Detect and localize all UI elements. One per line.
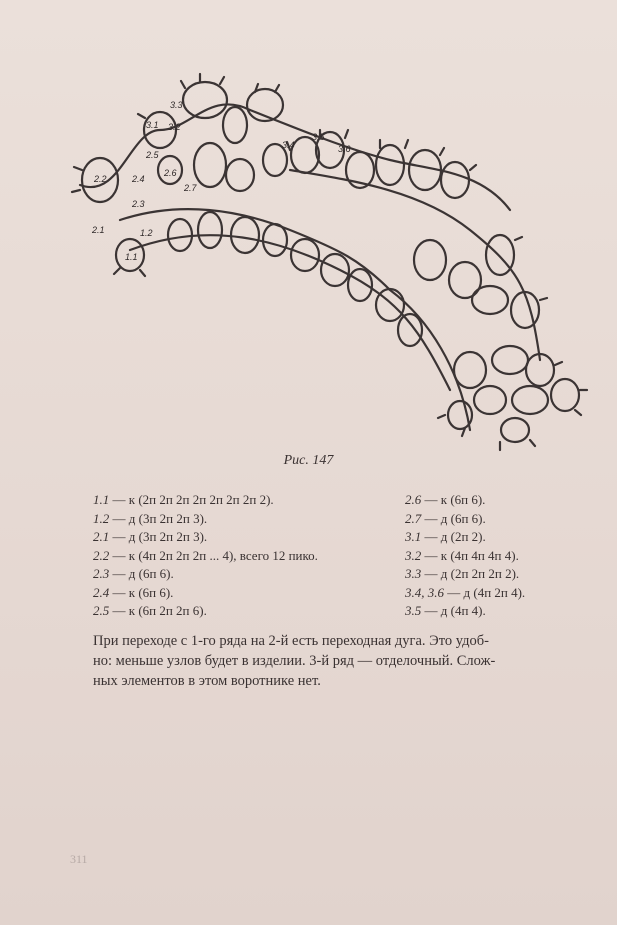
element-code: 3.3	[405, 566, 422, 581]
element-code: 3.1	[405, 529, 422, 544]
instruction-row	[405, 602, 605, 621]
element-code: 2.5	[93, 603, 110, 618]
instruction-row	[405, 510, 605, 529]
element-spec: — д (4п 4).	[421, 603, 486, 618]
instruction-row	[93, 584, 393, 603]
instruction-row	[93, 547, 393, 566]
label-2-4: 2.4	[132, 174, 145, 184]
element-spec: — к (4п 4п 4п 4).	[421, 547, 519, 563]
label-3-5: 3.5	[312, 132, 325, 142]
label-2-3: 2.3	[132, 199, 145, 209]
element-spec: — к (6п 6).	[109, 584, 174, 600]
element-code: 2.6	[405, 492, 422, 507]
tatting-collar-diagram	[60, 70, 600, 455]
instruction-row	[93, 565, 393, 584]
element-spec: — д (6п 6).	[421, 510, 486, 526]
page-number: 311	[70, 852, 88, 866]
instruction-row	[93, 491, 393, 510]
element-code: 2.4	[93, 584, 110, 600]
instruction-row	[405, 528, 605, 547]
diagram-drawing	[72, 74, 587, 450]
instruction-row	[405, 491, 605, 510]
element-spec: — к (4п 2п 2п 2п ... 4), всего 12 пико.	[109, 547, 318, 563]
body-paragraph	[93, 631, 525, 691]
label-1-2: 1.2	[140, 228, 153, 238]
element-spec: — д (2п 2п 2п 2).	[421, 566, 520, 581]
element-code: 1.1	[93, 492, 110, 507]
element-spec: — к (2п 2п 2п 2п 2п 2п 2п 2).	[109, 492, 274, 507]
instruction-row	[93, 510, 393, 529]
label-3-6: 3.6	[338, 144, 351, 154]
label-2-7: 2.7	[184, 183, 197, 193]
instructions-right-column	[405, 491, 605, 621]
element-code: 3.5	[405, 603, 422, 618]
element-code: 2.3	[93, 566, 110, 581]
instruction-row	[405, 565, 605, 584]
instruction-row	[405, 584, 605, 603]
label-1-1: 1.1	[125, 252, 138, 262]
label-3-4: 3.4	[282, 140, 295, 150]
paragraph-line: но: меньше узлов будет в изделии. 3-й ряд — отделочный. Слож-	[93, 653, 496, 669]
element-spec: — д (3п 2п 2п 3).	[109, 510, 208, 526]
element-code: 3.2	[405, 547, 422, 563]
element-spec: — д (6п 6).	[109, 566, 174, 581]
label-3-2: 3.2	[168, 122, 181, 132]
paragraph-line: При переходе с 1-го ряда на 2-й есть переходная дуга. Это удоб-	[93, 633, 489, 649]
element-code: 2.2	[93, 547, 110, 563]
element-code: 3.4, 3.6	[405, 584, 444, 600]
element-code: 2.1	[93, 529, 110, 544]
label-3-1: 3.1	[146, 120, 159, 130]
instruction-row	[93, 528, 393, 547]
instruction-row	[405, 547, 605, 566]
element-code: 1.2	[93, 510, 110, 526]
element-code: 2.7	[405, 510, 422, 526]
element-spec: — д (4п 2п 4).	[444, 584, 526, 600]
element-spec: — д (3п 2п 2п 3).	[109, 529, 208, 544]
element-spec: — к (6п 6).	[421, 492, 486, 507]
label-2-1: 2.1	[92, 225, 105, 235]
label-2-6: 2.6	[164, 168, 177, 178]
element-spec: — к (6п 2п 2п 6).	[109, 603, 207, 618]
element-spec: — д (2п 2).	[421, 529, 486, 544]
instruction-row	[93, 602, 393, 621]
label-2-5: 2.5	[146, 150, 159, 160]
label-3-3: 3.3	[170, 100, 183, 110]
paragraph-line: ных элементов в этом воротнике нет.	[93, 673, 321, 689]
label-2-2: 2.2	[94, 174, 107, 184]
figure-caption: Рис. 147	[283, 453, 334, 468]
instructions-left-column	[93, 491, 393, 621]
